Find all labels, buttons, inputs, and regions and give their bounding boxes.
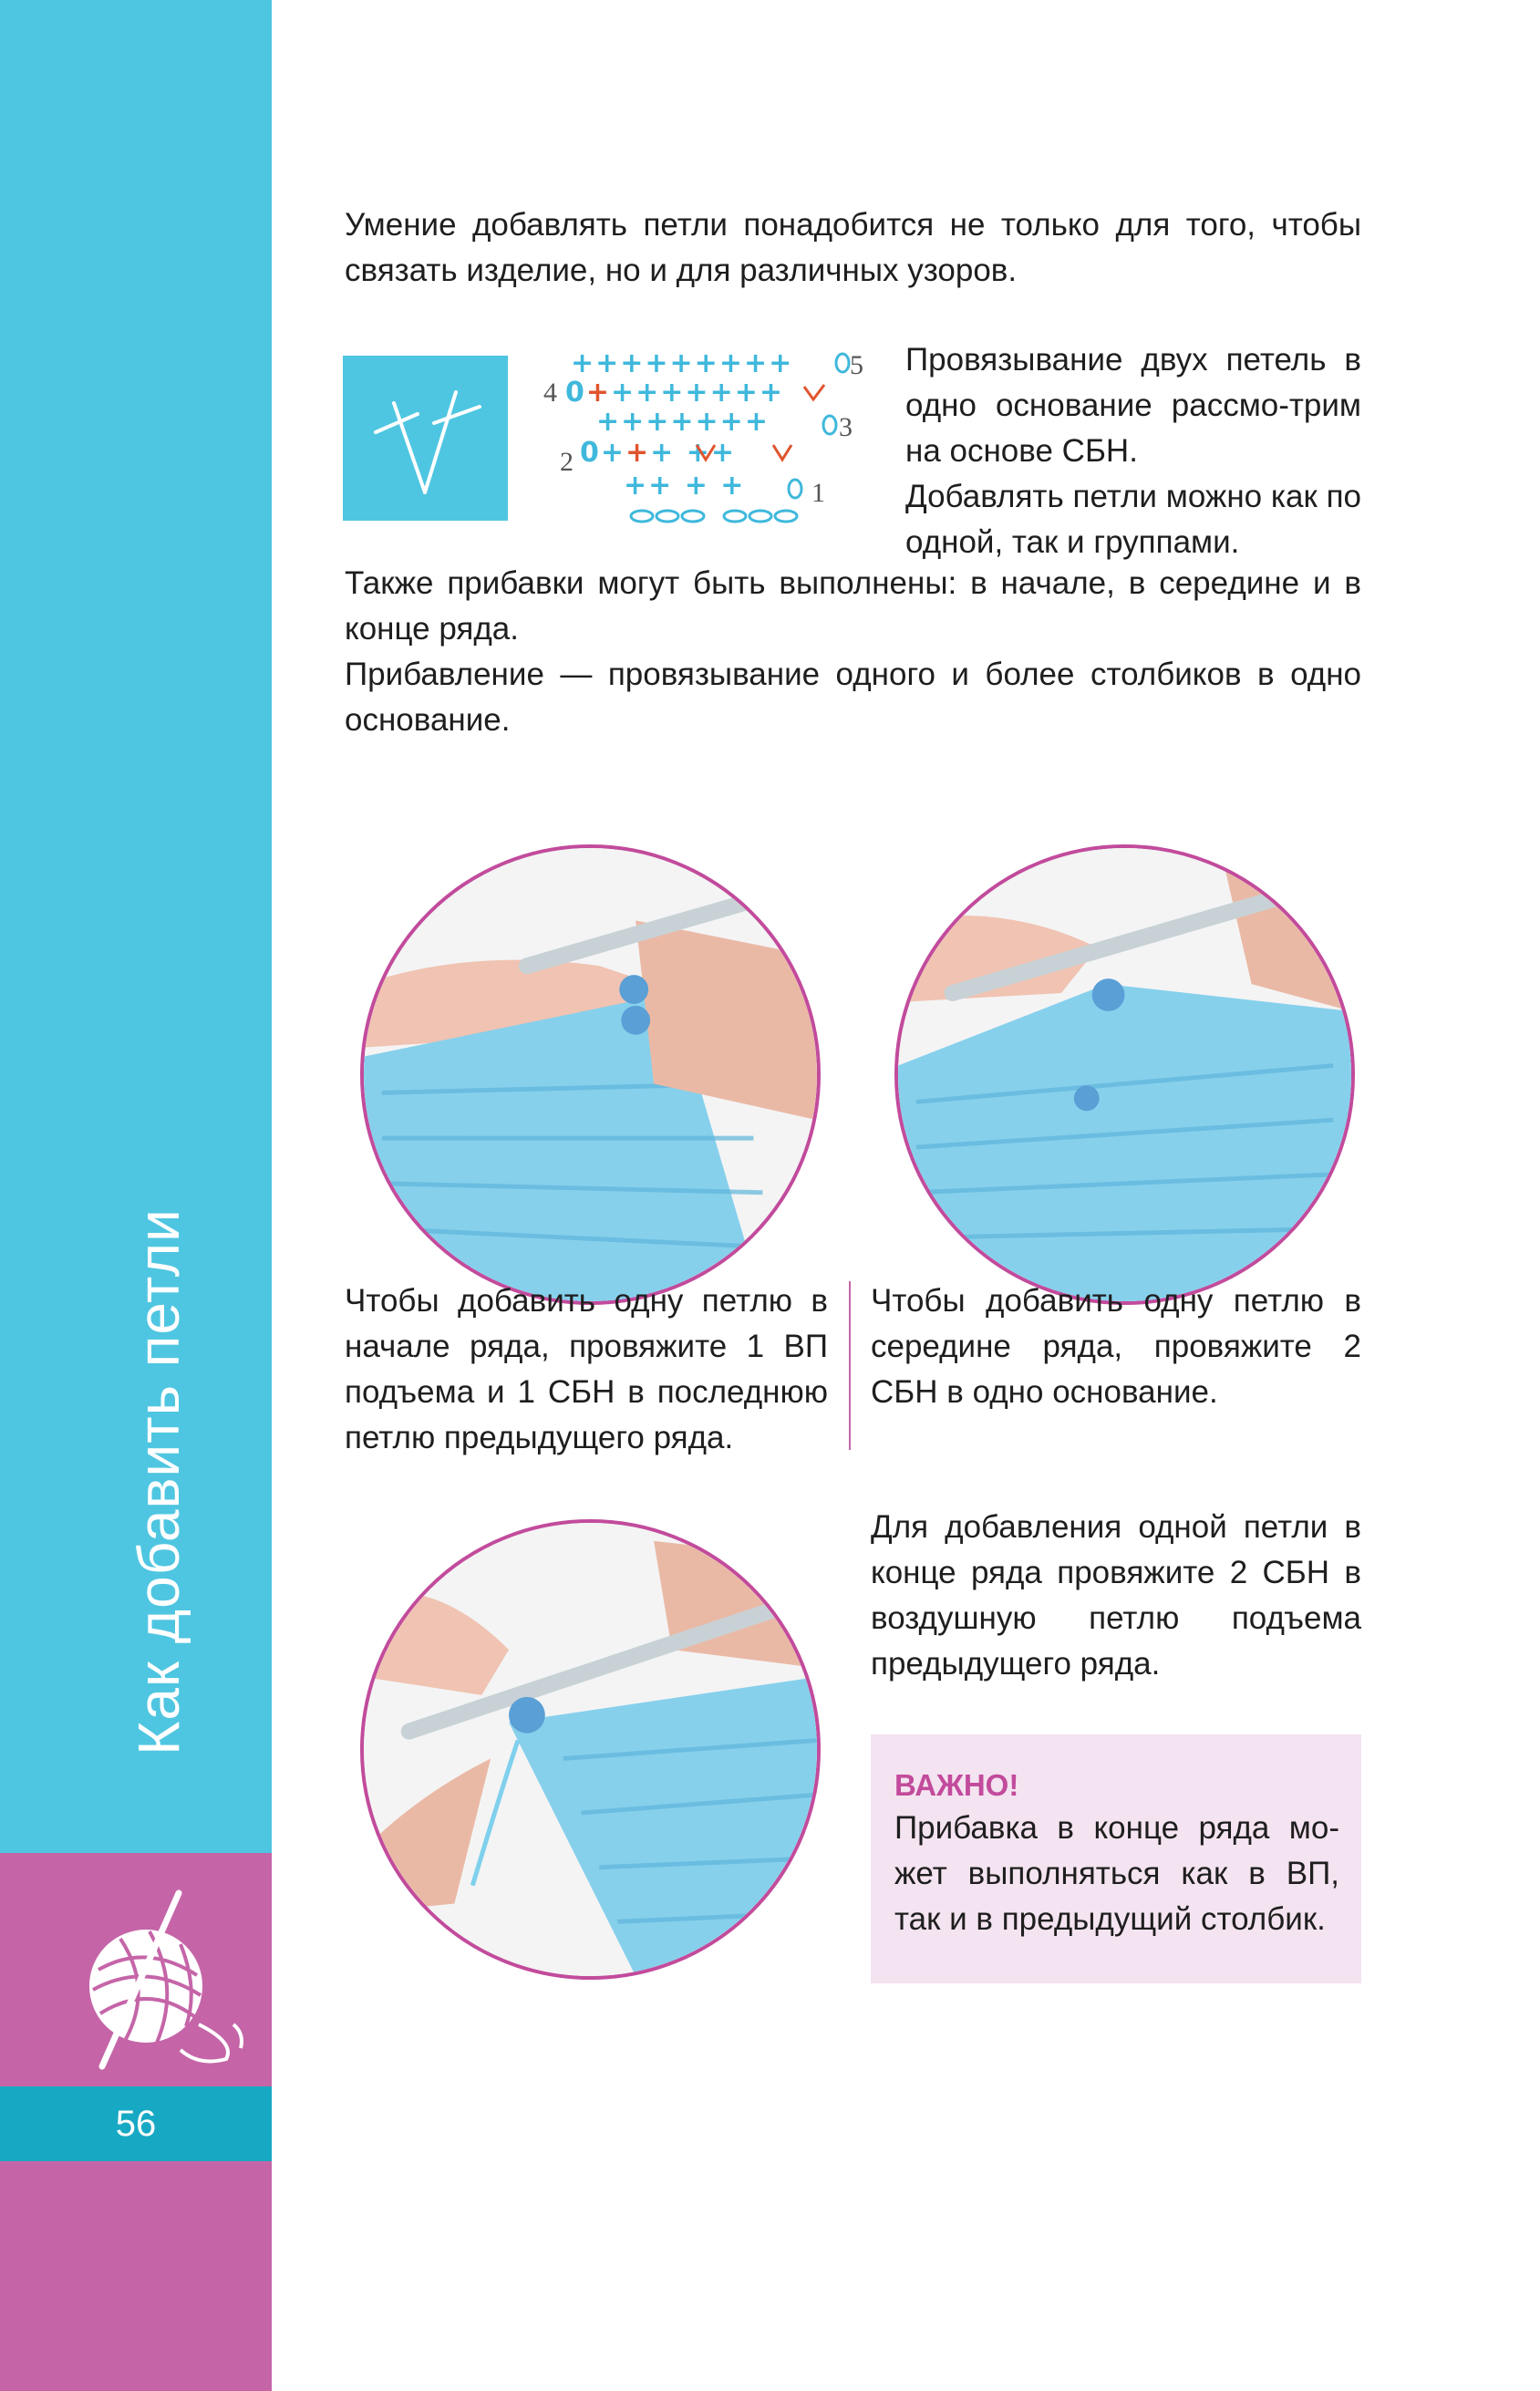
crochet-chart <box>538 343 884 534</box>
important-note-box <box>871 1734 1361 1983</box>
row-number-5: 5 <box>850 350 863 380</box>
two-loops-paragraph: Провязывание двух петель в одно основание рассмо-трим на основе СБН. Добавлять петли можно как по одной, так и группами. <box>905 342 1361 560</box>
caption-middle-of-row: Чтобы добавить одну петлю в середине ряда, провяжите 2 СБН в одно основание. <box>871 1283 1361 1410</box>
intro-paragraph: Умение добавлять петли понадобится не только для того, чтобы связать изделие, но и для различных узоров. <box>345 207 1361 288</box>
yarn-ball-with-hook-icon <box>62 1888 253 2070</box>
important-note-body: Прибавка в конце ряда мо-жет выполняться как в ВП, так и в предыдущий столбик. <box>894 1810 1339 1937</box>
photo-increase-start-of-row <box>360 844 821 1305</box>
page-number: 56 <box>115 2104 157 2144</box>
side-bar <box>0 0 272 2391</box>
increase-positions-paragraph: Также прибавки могут быть выполнены: в начале, в середине и в конце ряда. Прибавление — провязывание одного и более столбиков в одно основание. <box>345 565 1361 738</box>
row-number-4: 4 <box>543 378 557 408</box>
chart-row-3: +++++++ <box>596 406 770 438</box>
chart-row-4: 0++++++++ <box>565 377 784 409</box>
chapter-title: Как добавить петли <box>126 1208 191 1755</box>
crochet-photo-illustration <box>364 1523 817 1976</box>
row-number-3: 3 <box>839 412 853 442</box>
chart-row-1: ++ + + <box>624 470 746 502</box>
important-note-heading: ВАЖНО! <box>894 1768 1019 1802</box>
photo-increase-end-of-row <box>360 1519 821 1980</box>
chart-row-5: +++++++++ <box>571 347 794 379</box>
crochet-photo-illustration <box>364 848 817 1301</box>
row-number-1: 1 <box>811 478 825 508</box>
photo-increase-middle-of-row <box>894 844 1355 1305</box>
stitch-symbol-tile <box>343 356 508 521</box>
row-number-2: 2 <box>560 447 574 477</box>
caption-end-of-row: Для добавления одной петли в конце ряда провяжите 2 СБН в воздушную петлю подъема предыдущего ряда. <box>871 1509 1361 1682</box>
caption-divider <box>849 1281 851 1450</box>
chart-row-2: 0+++ ++ <box>580 437 737 469</box>
caption-start-of-row: Чтобы добавить одну петлю в начале ряда, провяжите 1 ВП подъема и 1 СБН в последнюю петлю предыдущего ряда. <box>345 1283 828 1455</box>
double-stitch-symbol-icon <box>343 356 508 521</box>
crochet-photo-illustration <box>898 848 1351 1301</box>
